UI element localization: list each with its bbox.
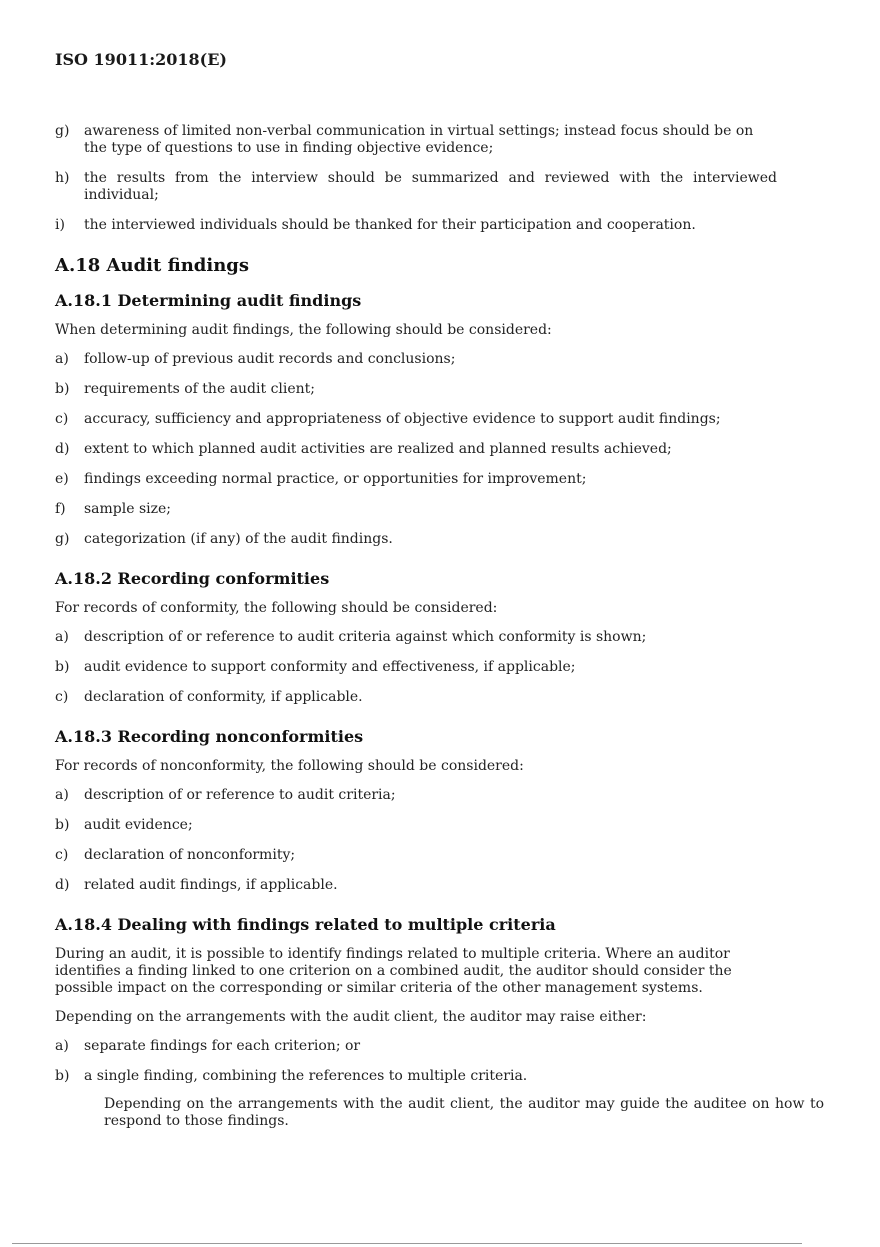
subsection-heading: A.18.2 Recording conformities [55, 569, 330, 588]
list-label: a) [55, 1038, 69, 1054]
list-text: findings exceeding normal practice, or opportunities for improvement; [84, 471, 587, 487]
list-item [55, 531, 777, 548]
list-item [55, 501, 777, 518]
list-item [55, 787, 777, 804]
list-label: c) [55, 411, 69, 427]
list-text: declaration of conformity, if applicable. [84, 689, 363, 705]
list-item [55, 817, 777, 834]
list-item [55, 1038, 777, 1055]
list-item [55, 877, 777, 894]
paragraph: During an audit, it is possible to identify findings related to multiple criteria. Where an auditor identifies a finding linked to one criterion on a combined audit, the auditor should consider the possible impact on the corresponding or similar criteria of the other management systems. [55, 946, 732, 996]
paragraph: When determining audit findings, the following should be considered: [55, 322, 552, 338]
list-text: related audit findings, if applicable. [84, 877, 338, 893]
list-text: audit evidence; [84, 817, 193, 833]
list-item [55, 629, 777, 646]
list-label: c) [55, 689, 69, 705]
list-text: the interviewed individuals should be thanked for their participation and cooperation. [84, 217, 696, 233]
list-text: description of or reference to audit criteria against which conformity is shown; [84, 629, 647, 645]
subsection-heading: A.18.3 Recording nonconformities [55, 727, 364, 746]
list-label: b) [55, 817, 70, 833]
list-text: audit evidence to support conformity and effectiveness, if applicable; [84, 659, 576, 675]
list-text: extent to which planned audit activities are realized and planned results achieved; [84, 441, 672, 457]
list-item [55, 1068, 777, 1085]
list-item [55, 689, 777, 706]
list-item [55, 659, 777, 676]
list-label: d) [55, 877, 70, 893]
list-item [55, 170, 777, 204]
list-text: declaration of nonconformity; [84, 847, 296, 863]
list-item [55, 441, 777, 458]
page-header-doc-id: ISO 19011:2018(E) [55, 50, 227, 69]
list-item [55, 217, 777, 234]
list-label: b) [55, 659, 70, 675]
list-item [55, 847, 777, 864]
list-label: d) [55, 441, 70, 457]
list-text: separate findings for each criterion; or [84, 1038, 361, 1054]
paragraph: Depending on the arrangements with the audit client, the auditor may raise either: [55, 1009, 647, 1025]
list-text: a single finding, combining the references to multiple criteria. [84, 1068, 528, 1084]
list-label: b) [55, 381, 70, 397]
paragraph: For records of conformity, the following should be considered: [55, 600, 498, 616]
list-item [55, 471, 777, 488]
list-text: accuracy, sufficiency and appropriateness of objective evidence to support audit findings; [84, 411, 721, 427]
list-label: e) [55, 471, 69, 487]
list-label: c) [55, 847, 69, 863]
paragraph: For records of nonconformity, the following should be considered: [55, 758, 524, 774]
document-body [55, 123, 824, 1130]
list-text: the results from the interview should be summarized and reviewed with the interviewed individual; [84, 170, 777, 203]
list-item [55, 381, 777, 398]
list-label: g) [55, 123, 70, 139]
subsection-heading: A.18.1 Determining audit findings [55, 291, 362, 310]
list-label: b) [55, 1068, 70, 1084]
note-paragraph: Depending on the arrangements with the audit client, the auditor may guide the auditee on how to respond to those findings. [104, 1096, 824, 1129]
list-label: h) [55, 170, 70, 186]
section-heading: A.18 Audit findings [55, 255, 250, 276]
list-label: f) [55, 501, 66, 517]
list-text: categorization (if any) of the audit findings. [84, 531, 393, 547]
list-item [55, 123, 777, 157]
list-label: i) [55, 217, 65, 233]
list-item [55, 411, 777, 428]
list-label: a) [55, 351, 69, 367]
list-label: a) [55, 629, 69, 645]
list-text: follow-up of previous audit records and conclusions; [84, 351, 456, 367]
list-text: requirements of the audit client; [84, 381, 316, 397]
subsection-heading: A.18.4 Dealing with findings related to multiple criteria [55, 915, 556, 934]
list-label: g) [55, 531, 70, 547]
list-label: a) [55, 787, 69, 803]
list-text: awareness of limited non-verbal communication in virtual settings; instead focus should be on the type of questions to use in finding objective evidence; [84, 123, 754, 156]
list-text: description of or reference to audit criteria; [84, 787, 396, 803]
footer-divider [12, 1243, 802, 1244]
list-item [55, 351, 777, 368]
list-text: sample size; [84, 501, 172, 517]
